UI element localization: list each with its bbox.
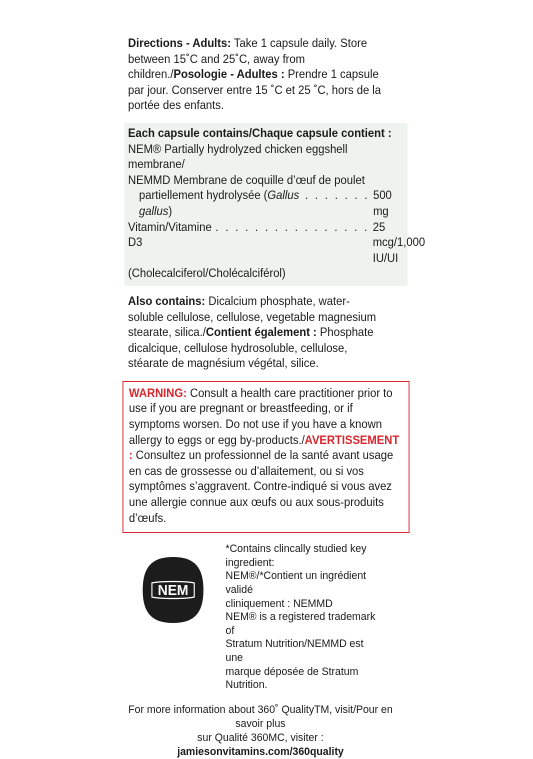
vitamin-row xyxy=(128,219,426,267)
nem-section xyxy=(128,543,384,693)
ingredients-box xyxy=(124,123,426,286)
also-en-label: Also contains: xyxy=(128,293,206,308)
vitamin-sub: (Cholecalciferol/Cholécalciférol) xyxy=(128,266,286,281)
vitamin-name: Vitamin/Vitamine D3 xyxy=(128,219,212,250)
also-en-text: Dicalcium phosphate, water-soluble cellulose, cellulose, vegetable magnesium stearate, silica./ xyxy=(128,293,377,340)
leader-dots: . . . . . . . . . . . . . . . . xyxy=(215,219,370,234)
directions-en-text: Take 1 capsule daily. Store between 15˚C and 25˚C, away from children./ xyxy=(128,36,368,82)
warning-en-label: WARNING: xyxy=(128,385,187,400)
ingredients-heading: Each capsule contains/Chaque capsule contient : xyxy=(128,125,392,140)
warning-box xyxy=(122,381,409,533)
nem-amount: 500 mg xyxy=(373,188,392,218)
claims-line: NEM®/*Contient un ingrédient validé xyxy=(225,570,367,596)
website-link[interactable]: jamiesonvitamins.com/360quality xyxy=(177,745,344,758)
more-info-line-1: For more information about 360˚ QualityTM, visit/Pour en savoir plus xyxy=(128,703,393,730)
claims-line: Stratum Nutrition/NEMMD est une xyxy=(225,638,364,664)
nem-line-1: NEM® Partially hydrolyzed chicken eggshell membrane/ xyxy=(128,141,348,172)
also-fr-text: Phosphate dicalcique, cellulose hydrosoluble, cellulose, stéarate de magnésium végétal, silice. xyxy=(128,325,374,371)
claims-line: *Contains clincally studied key ingredient: xyxy=(225,543,367,569)
nem-logo-text: NEM xyxy=(157,582,189,600)
warning-en-text: Consult a health care practitioner prior to use if you are pregnant or breastfeeding, or if symptoms worsen. Do not use if you have a known allergy to eggs or egg by-products./ xyxy=(128,385,393,447)
leader-dots: . . . . . . . xyxy=(304,188,370,203)
directions-fr-text: Prendre 1 capsule par jour. Conserver entre 15 ˚C et 25 ˚C, hors de la portée des enfants. xyxy=(128,67,382,113)
warning-fr-label: AVERTISSEMENT : xyxy=(128,432,400,463)
also-contains-section xyxy=(128,294,384,372)
nem-line-2: NEMMD Membrane de coquille d’œuf de poulet xyxy=(128,172,365,187)
more-info xyxy=(122,703,398,759)
nem-logo-icon xyxy=(141,555,205,625)
directions-fr-label: Posologie - Adultes : xyxy=(173,67,285,82)
label-panel xyxy=(128,36,426,759)
vitamin-amount: 25 mcg/1,000 IU/UI xyxy=(372,219,426,265)
warning-fr-text: Consultez un professionnel de la santé avant usage en cas de grossesse ou d’allaitement, ou si vos symptômes s’aggravent. Contre-indiqué si vous avez une allergie connue aux œufs ou aux sous-produits d’œufs. xyxy=(128,448,394,525)
nem-amount-row xyxy=(128,188,404,219)
also-fr-label: Contient également : xyxy=(205,325,317,340)
claims-line: cliniquement : NEMMD xyxy=(225,597,333,610)
claims-line: marque déposée de Stratum Nutrition. xyxy=(225,665,359,692)
nem-line-3: partiellement hydrolysée (Gallus gallus) xyxy=(139,188,300,218)
claims-line: NEM® is a registered trademark of xyxy=(225,611,376,637)
more-info-line-2: sur Qualité 360MC, visiter : jamiesonvitamins.com/360quality xyxy=(177,731,344,758)
nem-claims xyxy=(226,543,384,693)
directions-en-label: Directions - Adults: xyxy=(128,36,231,50)
directions-section xyxy=(128,36,384,114)
